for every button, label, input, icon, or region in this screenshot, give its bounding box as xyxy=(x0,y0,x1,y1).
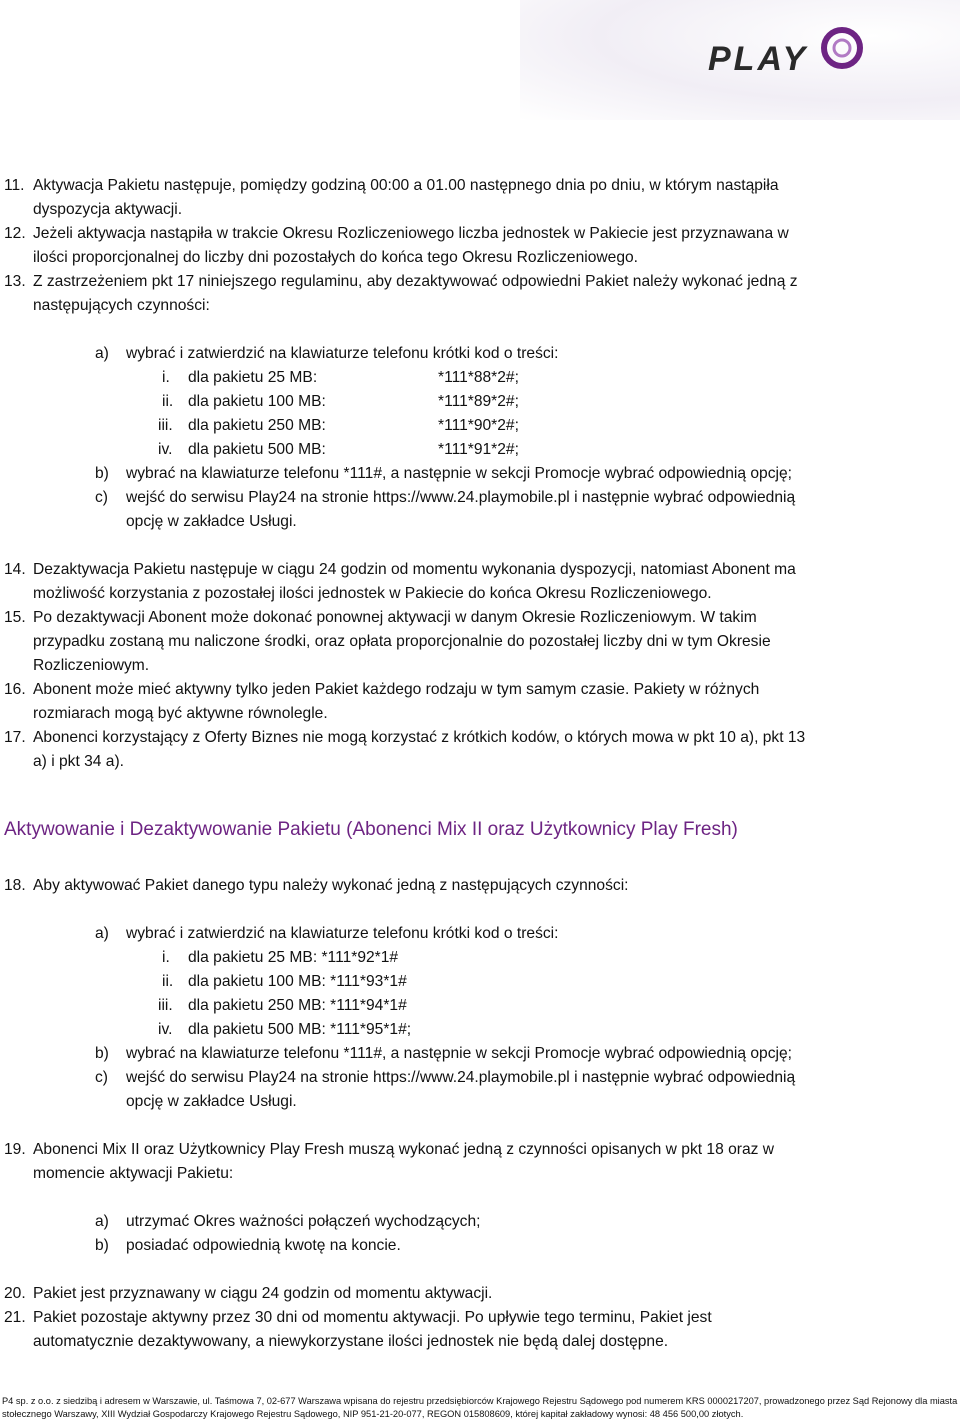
footer-line: stołecznego Warszawy, XIII Wydział Gospodarczy Krajowego Rejestru Sądowego, NIP 951-21-20-077, REGON 015808609, której kapitał zakładowy wynosi: 48 456 500,00 złotych. xyxy=(2,1409,744,1419)
item-text: Abonenci Mix II oraz Użytkownicy Play Fresh muszą wykonać jedną z czynności opisanych w pkt 18 oraz w xyxy=(33,1141,775,1158)
item-text: Po dezaktywacji Abonent może dokonać ponownej aktywacji w danym Okresie Rozliczeniowym. W takim xyxy=(33,609,757,626)
sub-text: posiadać odpowiednią kwotę na koncie. xyxy=(126,1237,401,1254)
roman-numeral: iii. xyxy=(158,417,173,434)
item-number: 20. xyxy=(4,1285,26,1302)
item-text: Aby aktywować Pakiet danego typu należy wykonać jedną z następujących czynności: xyxy=(33,877,629,894)
item-number: 17. xyxy=(4,729,26,746)
roman-numeral: iv. xyxy=(158,1021,173,1038)
sub-text: wybrać i zatwierdzić na klawiaturze telefonu krótki kod o treści: xyxy=(126,925,559,942)
sub-letter: a) xyxy=(95,1213,109,1230)
sub-letter: a) xyxy=(95,345,109,362)
code-line: dla pakietu 25 MB: *111*92*1# xyxy=(188,949,399,966)
sub-letter: a) xyxy=(95,925,109,942)
roman-numeral: ii. xyxy=(162,973,174,990)
sub-text: wybrać na klawiaturze telefonu *111#, a następnie w sekcji Promocje wybrać odpowiednią opcję; xyxy=(126,465,792,482)
sub-letter: c) xyxy=(95,1069,108,1086)
item-text: następujących czynności: xyxy=(33,297,210,314)
legal-footer xyxy=(2,1395,960,1421)
short-code: *111*89*2#; xyxy=(438,393,519,410)
code-line: dla pakietu 500 MB: *111*95*1#; xyxy=(188,1021,412,1038)
code-line: dla pakietu 100 MB: *111*93*1# xyxy=(188,973,407,990)
item-number: 14. xyxy=(4,561,26,578)
item-text: Dezaktywacja Pakietu następuje w ciągu 24 godzin od momentu wykonania dyspozycji, natomiast Abonent ma xyxy=(33,561,796,578)
sub-letter: b) xyxy=(95,465,109,482)
item-text: Z zastrzeżeniem pkt 17 niniejszego regulaminu, aby dezaktywować odpowiedni Pakiet należy wykonać jedną z xyxy=(33,273,798,290)
sub-letter: b) xyxy=(95,1237,109,1254)
item-text: Abonenci korzystający z Oferty Biznes nie mogą korzystać z krótkich kodów, o których mowa w pkt 10 a), pkt 13 xyxy=(33,729,806,746)
item-number: 18. xyxy=(4,877,26,894)
short-code: *111*90*2#; xyxy=(438,417,519,434)
item-number: 21. xyxy=(4,1309,26,1326)
sub-text: opcję w zakładce Usługi. xyxy=(126,1093,297,1110)
item-text: Jeżeli aktywacja nastąpiła w trakcie Okresu Rozliczeniowego liczba jednostek w Pakiecie jest przyznawana w xyxy=(33,225,789,242)
short-code: *111*88*2#; xyxy=(438,369,519,386)
item-text: przypadku zostaną mu naliczone środki, oraz opłata proporcjonalnie do pozostałej liczby dni w tym Okresie xyxy=(33,633,771,650)
roman-numeral: ii. xyxy=(162,393,174,410)
item-number: 19. xyxy=(4,1141,26,1158)
code-label: dla pakietu 100 MB: xyxy=(188,393,326,410)
roman-numeral: i. xyxy=(162,369,170,386)
item-text: automatycznie dezaktywowany, a niewykorzystane ilości jednostek nie będą dalej dostępne. xyxy=(33,1333,669,1350)
section-heading: Aktywowanie i Dezaktywowanie Pakietu (Abonenci Mix II oraz Użytkownicy Play Fresh) xyxy=(4,819,738,840)
roman-numeral: i. xyxy=(162,949,170,966)
sub-text: opcję w zakładce Usługi. xyxy=(126,513,297,530)
item-text: momencie aktywacji Pakietu: xyxy=(33,1165,234,1182)
sub-letter: b) xyxy=(95,1045,109,1062)
item-text: ilości proporcjonalnej do liczby dni pozostałych do końca tego Okresu Rozliczeniowego. xyxy=(33,249,639,266)
item-text: Pakiet jest przyznawany w ciągu 24 godzin od momentu aktywacji. xyxy=(33,1285,493,1302)
item-text: rozmiarach mogą być aktywne równolegle. xyxy=(33,705,328,722)
item-number: 12. xyxy=(4,225,26,242)
sub-text: wybrać na klawiaturze telefonu *111#, a następnie w sekcji Promocje wybrać odpowiednią opcję; xyxy=(126,1045,792,1062)
sub-text: wejść do serwisu Play24 na stronie https://www.24.playmobile.pl i następnie wybrać odpowiednią xyxy=(126,489,796,506)
logo-text: PLAY xyxy=(708,40,809,78)
code-line: dla pakietu 250 MB: *111*94*1# xyxy=(188,997,407,1014)
item-number: 16. xyxy=(4,681,26,698)
code-label: dla pakietu 250 MB: xyxy=(188,417,326,434)
item-text: a) i pkt 34 a). xyxy=(33,753,125,770)
item-number: 15. xyxy=(4,609,26,626)
sub-text: utrzymać Okres ważności połączeń wychodzących; xyxy=(126,1213,481,1230)
sub-text: wejść do serwisu Play24 na stronie https://www.24.playmobile.pl i następnie wybrać odpowiednią xyxy=(126,1069,796,1086)
play-swirl-icon xyxy=(820,26,864,70)
play-logo xyxy=(520,0,960,120)
roman-numeral: iii. xyxy=(158,997,173,1014)
item-text: Aktywacja Pakietu następuje, pomiędzy godziną 00:00 a 01.00 następnego dnia po dniu, w którym nastąpiła xyxy=(33,177,779,194)
code-label: dla pakietu 500 MB: xyxy=(188,441,326,458)
item-text: dyspozycja aktywacji. xyxy=(33,201,183,218)
footer-line: P4 sp. z o.o. z siedzibą i adresem w Warszawie, ul. Taśmowa 7, 02-677 Warszawa wpisana do rejestru przedsiębiorców Krajowego Rejestru Sądowego pod numerem KRS 0000217207, prowadzonego przez Sąd Rejonowy dla miasta xyxy=(2,1396,958,1406)
roman-numeral: iv. xyxy=(158,441,173,458)
short-code: *111*91*2#; xyxy=(438,441,519,458)
sub-letter: c) xyxy=(95,489,108,506)
code-label: dla pakietu 25 MB: xyxy=(188,369,318,386)
item-number: 11. xyxy=(4,177,25,194)
item-text: możliwość korzystania z pozostałej ilości jednostek w Pakiecie do końca Okresu Rozliczeniowego. xyxy=(33,585,712,602)
item-number: 13. xyxy=(4,273,26,290)
item-text: Abonent może mieć aktywny tylko jeden Pakiet każdego rodzaju w tym samym czasie. Pakiety w różnych xyxy=(33,681,760,698)
item-text: Pakiet pozostaje aktywny przez 30 dni od momentu aktywacji. Po upływie tego terminu, Pakiet jest xyxy=(33,1309,712,1326)
item-text: Rozliczeniowym. xyxy=(33,657,150,674)
sub-text: wybrać i zatwierdzić na klawiaturze telefonu krótki kod o treści: xyxy=(126,345,559,362)
